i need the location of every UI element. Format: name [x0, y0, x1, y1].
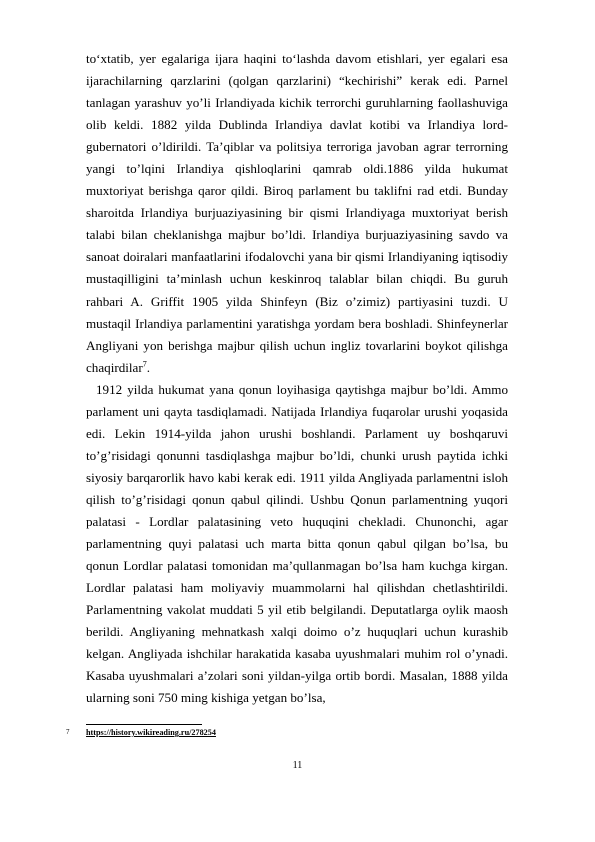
- footnote-reference[interactable]: 7: [142, 359, 147, 369]
- paragraph: [86, 48, 508, 379]
- body-text: [86, 48, 508, 709]
- paragraph-1-end: .: [146, 359, 150, 375]
- page-number: 11: [292, 760, 303, 771]
- footnote-divider: [86, 724, 202, 725]
- paragraph-1-text: to‘xtatib, yer egalariga ijara haqini to‘lashda davom etishlari, yer egalari esa ijarachilarning qarzlarini (qolgan qarzlarini) “kechirishi” kerak edi. Parnel tanlagan yarashuv yo’li Irlandiyada kichik terrorchi guruhlarning faollashuviga olib keldi. 1882 yilda Dublinda Irlandiya davlat kotibi va Irlandiya lord-gubernatori o’ldirildi. Ta’qiblar va politsiya terroriga javoban agrar terrorning yangi to’lqini Irlandiya qishloqlarini qamrab oldi.1886 yilda hukumat muxtoriyat berishga qaror qildi. Biroq parlament bu taklifni rad etdi. Bunday sharoitda Irlandiya burjuaziyasining bir qismi Irlandiyaga muxtoriyat berish talabi bilan cheklanishga majbur bo’ldi. Irlandiya burjuaziyasining savdo va sanoat doiralari manfaatlarini ifodalovchi yana bir qismi Irlandiyaning iqtisodiy mustaqilligini ta’minlash uchun keskinroq talablar bilan chiqdi. Bu guruh rahbari A. Griffit 1905 yilda Shinfeyn (Biz o’zimiz) partiyasini tuzdi. U mustaqil Irlandiya parlamentini yaratishga yordam bera boshladi. Shinfeynerlar Angliyani yon berishga majbur qilish uchun ingliz tovarlarini boykot qilishga chaqirdilar: [86, 51, 508, 375]
- footnote: [66, 727, 508, 738]
- footnote-mark: 7: [66, 728, 70, 736]
- paragraph-2-text: 1912 yilda hukumat yana qonun loyihasiga qaytishga majbur bo’ldi. Ammo parlament uni qayta tasdiqlamadi. Natijada Irlandiya fuqarolar urushi yoqasida edi. Lekin 1914-yilda jahon urushi boshlandi. Parlament uy boshqaruvi to’g’risidagi qonunni tasdiqlashga majbur bo’ldi, chunki urush paytida ichki siyosiy barqarorlik havo kabi kerak edi. 1911 yilda Angliyada parlamentni isloh qilish to’g’risidagi qonun qabul qilindi. Ushbu Qonun parlamentning yuqori palatasi - Lordlar palatasining veto huquqini chekladi. Chunonchi, agar parlamentning quyi palatasi uch marta bitta qonun qabul qilgan bo’lsa, bu qonun Lordlar palatasi tomonidan ma’qullanmagan bo’lsa ham kuchga kirgan. Lordlar palatasi ham moliyaviy muammolarni hal qilishdan chetlashtirildi. Parlamentning vakolat muddati 5 yil etib belgilandi. Deputatlarga oylik maosh berildi. Angliyaning mehnatkash xalqi doimo o’z huquqlari uchun kurashib kelgan. Angliyada ishchilar harakatida kasaba uyushmalari muhim rol o’ynadi. Kasaba uyushmalari a’zolari soni yildan-yilga ortib bordi. Masalan, 1888 yilda ularning soni 750 ming kishiga yetgan bo’lsa,: [86, 381, 508, 706]
- footnote-link[interactable]: https://history.wikireading.ru/278254: [86, 728, 216, 737]
